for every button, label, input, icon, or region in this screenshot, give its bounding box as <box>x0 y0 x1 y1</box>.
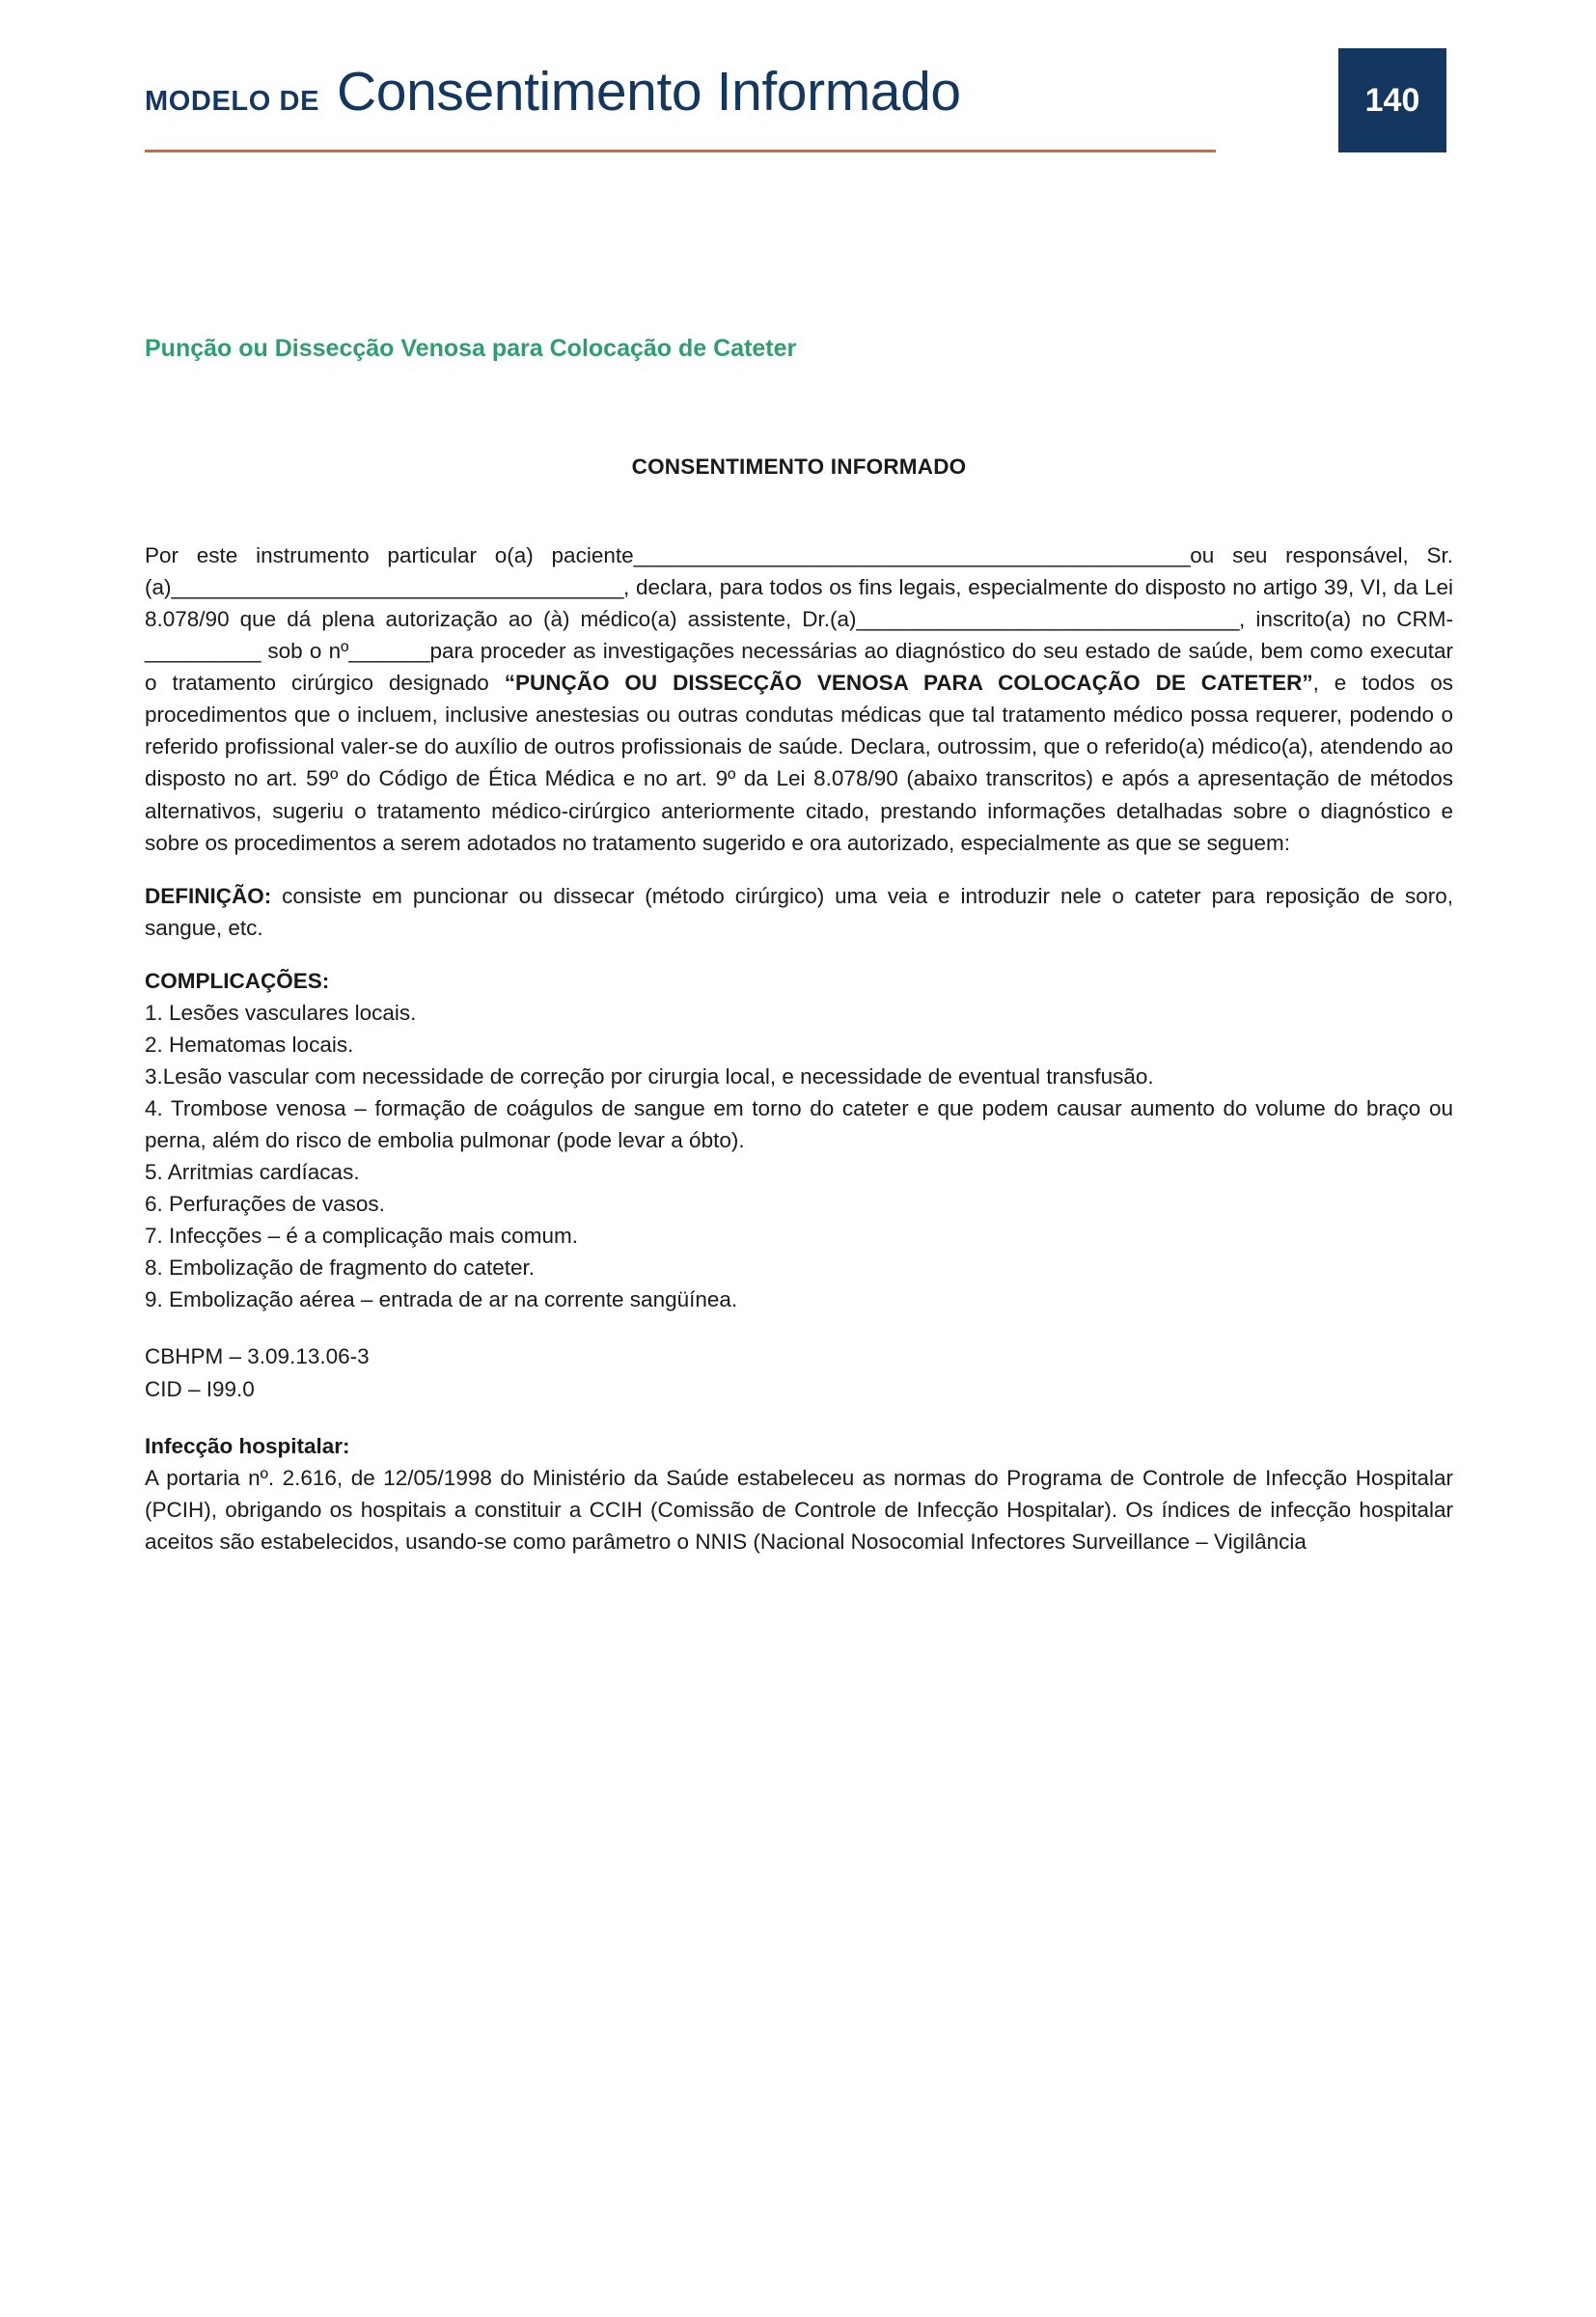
header-prefix: MODELO DE <box>145 86 320 117</box>
list-item: 3.Lesão vascular com necessidade de correção por cirurgia local, e necessidade de eventual transfusão. <box>145 1063 1154 1089</box>
intro-part-5: sob o nº <box>261 639 349 664</box>
list-item: 9. Embolização aérea – entrada de ar na corrente sangüínea. <box>145 1287 738 1312</box>
hospital-infection-block <box>145 1430 1453 1558</box>
definition-label: DEFINIÇÃO: <box>145 883 272 908</box>
document-content <box>145 335 1453 1558</box>
list-item: 8. Embolização de fragmento do cateter. <box>145 1255 535 1281</box>
infection-text: A portaria nº. 2.616, de 12/05/1998 do Ministério da Saúde estabeleceu as normas do Programa de Controle de Infecção Hospitalar (PCIH), obrigando os hospitais a constituir a CCIH (Comissão de Controle de Infecção Hospitalar). Os índices de infecção hospitalar aceitos são estabelecidos, usando-se como parâmetro o NNIS (Nacional Nosocomial Infectores Surveillance – Vigilância <box>145 1465 1453 1554</box>
complications-block <box>145 965 1453 1316</box>
procedure-name: “PUNÇÃO OU DISSECÇÃO VENOSA PARA COLOCAÇÃO DE CATETER” <box>504 671 1313 696</box>
header-title: Consentimento Informado <box>337 61 961 123</box>
intro-part-2: ou seu responsável, Sr.(a) <box>145 543 1454 600</box>
spacer <box>145 1405 1453 1430</box>
codes-block <box>145 1340 1453 1404</box>
header-divider <box>145 150 1216 152</box>
list-item: 5. Arritmias cardíacas. <box>145 1160 360 1185</box>
infection-label-text: Infecção hospitalar: <box>145 1433 350 1458</box>
document-heading: CONSENTIMENTO INFORMADO <box>631 455 967 479</box>
list-item: 2. Hematomas locais. <box>145 1032 354 1057</box>
cbhpm-code: CBHPM – 3.09.13.06-3 <box>145 1344 370 1369</box>
complications-label-text: COMPLICAÇÕES: <box>145 968 330 993</box>
intro-part-1: Por este instrumento particular o(a) paciente <box>145 543 634 567</box>
list-item: 6. Perfurações de vasos. <box>145 1192 385 1217</box>
blank-crm: __________ <box>145 639 261 664</box>
infection-label <box>145 1430 1453 1462</box>
definition-paragraph <box>145 880 1453 944</box>
intro-part-3: , declara, para todos os fins legais, especialmente do disposto no artigo 39, VI, da Lei 8.078/90 que dá plena autorização ao (à) médico(a) assistente, Dr.(a) <box>145 575 1453 632</box>
blank-number: _______ <box>348 639 430 664</box>
blank-doctor: _________________________________ <box>856 607 1239 632</box>
page-header <box>0 60 1596 174</box>
spacer <box>145 1315 1453 1340</box>
section-title: Punção ou Dissecção Venosa para Colocação de Cateter <box>145 335 797 362</box>
document-page <box>0 60 1596 2317</box>
blank-responsible: _______________________________________ <box>171 575 624 600</box>
cid-code: CID – I99.0 <box>145 1376 255 1401</box>
definition-text: consiste em puncionar ou dissecar (método cirúrgico) uma veia e introduzir nele o cateter para reposição de soro, sangue, etc. <box>145 883 1453 940</box>
list-item: 1. Lesões vasculares locais. <box>145 1000 417 1025</box>
page-number-badge: 140 <box>1338 48 1446 152</box>
intro-part-7: , e todos os procedimentos que o incluem, inclusive anestesias ou outras condutas médicas que tal tratamento médico possa requerer, podendo o referido profissional valer-se do auxílio de outros profissionais de saúde. Declara, outrossim, que o referido(a) médico(a), atendendo ao disposto no art. 59º do Código de Ética Médica e no art. 9º da Lei 8.078/90 (abaixo transcritos) e após a apresentação de métodos alternativos, sugeriu o tratamento médico-cirúrgico anteriormente citado, prestando informações detalhadas sobre o diagnóstico e sobre os procedimentos a serem adotados no tratamento sugerido e ora autorizado, especialmente as que se seguem: <box>145 671 1454 855</box>
intro-paragraph <box>145 539 1453 859</box>
list-item: 4. Trombose venosa – formação de coágulos de sangue em torno do cateter e que podem causar aumento do volume do braço ou perna, além do risco de embolia pulmonar (pode levar a óbto). <box>145 1096 1453 1153</box>
intro-part-4: , inscrito(a) no CRM- <box>1239 607 1453 632</box>
intro-part-6: para proceder as investigações necessárias ao diagnóstico do seu estado de saúde, bem como executar o tratamento cirúrgico designado <box>145 639 1453 696</box>
list-item: 7. Infecções – é a complicação mais comum. <box>145 1224 578 1249</box>
blank-patient: ________________________________________________ <box>633 543 1191 567</box>
document-body <box>145 539 1453 1558</box>
complications-label <box>145 965 1453 997</box>
